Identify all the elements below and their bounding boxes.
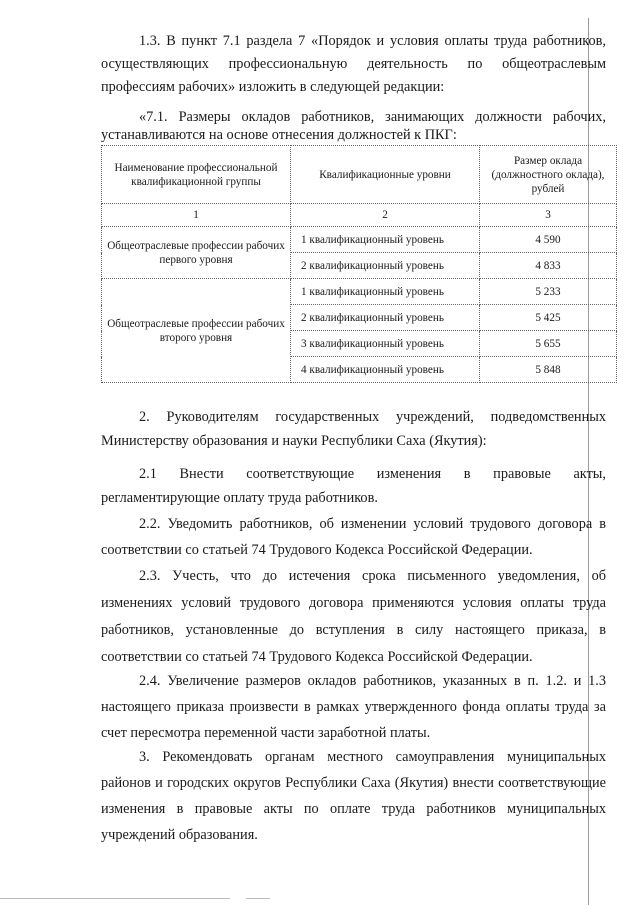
group-name-cell: Общеотраслевые профессии рабочих первого уровня bbox=[102, 227, 291, 279]
salary-cell: 5 425 bbox=[480, 305, 617, 331]
table-row bbox=[102, 279, 617, 305]
table-column-numbers-row bbox=[102, 204, 617, 227]
paragraph-2-1: 2.1 Внести соответствующие изменения в правовые акты, регламентирующие оплату труда работников. bbox=[101, 466, 606, 506]
paragraph-2: 2. Руководителям государственных учреждений, подведомственных Министерству образования и науки Республики Саха (Якутия): bbox=[101, 409, 606, 449]
header-levels: Квалификационные уровни bbox=[291, 146, 480, 204]
scan-footer-line bbox=[0, 898, 230, 899]
level-cell: 1 квалификационный уровень bbox=[291, 279, 480, 305]
paragraph-2-3: 2.3. Учесть, что до истечения срока письменного уведомления, об изменениях условий трудового договора применяются условия оплаты труда работников, установленные до вступления в силу настоящего приказа, в соответствии со статьей 74 Трудового Кодекса Российской Федерации. bbox=[101, 568, 606, 665]
salary-cell: 5 233 bbox=[480, 279, 617, 305]
level-cell: 1 квалификационный уровень bbox=[291, 227, 480, 253]
group-name-cell: Общеотраслевые профессии рабочих второго уровня bbox=[102, 279, 291, 383]
paragraph-1-3: 1.3. В пункт 7.1 раздела 7 «Порядок и условия оплаты труда работников, осуществляющих профессиональную деятельность по общеотраслевым профессиям рабочих» изложить в следующей редакции: bbox=[101, 33, 606, 95]
scan-footer-line bbox=[246, 898, 270, 899]
paragraph-3: 3. Рекомендовать органам местного самоуправления муниципальных районов и городских округов Республики Саха (Якутия) внести соответствующие изменения в правовые акты по оплате труда работников муниципальных учреждений образования. bbox=[101, 749, 606, 843]
header-group-name: Наименование профессиональной квалификационной группы bbox=[102, 146, 291, 204]
level-cell: 3 квалификационный уровень bbox=[291, 331, 480, 357]
level-cell: 2 квалификационный уровень bbox=[291, 253, 480, 279]
level-cell: 2 квалификационный уровень bbox=[291, 305, 480, 331]
table-header-row bbox=[102, 146, 617, 204]
paragraph-2-4: 2.4. Увеличение размеров окладов работников, указанных в п. 1.2. и 1.3 настоящего приказа произвести в рамках утвержденного фонда оплаты труда за счет пересмотра переменной части заработной платы. bbox=[101, 673, 606, 741]
salary-cell: 4 590 bbox=[480, 227, 617, 253]
salary-cell: 5 655 bbox=[480, 331, 617, 357]
salary-table bbox=[101, 145, 617, 383]
salary-cell: 4 833 bbox=[480, 253, 617, 279]
column-number: 2 bbox=[291, 204, 480, 227]
column-number: 3 bbox=[480, 204, 617, 227]
paragraph-2-2: 2.2. Уведомить работников, об изменении условий трудового договора в соответствии со статьей 74 Трудового Кодекса Российской Федерации. bbox=[101, 516, 606, 558]
table-row bbox=[102, 227, 617, 253]
paragraph-7-1: «7.1. Размеры окладов работников, занимающих должности рабочих, устанавливаются на основе отнесения должностей к ПКГ: bbox=[101, 109, 606, 143]
level-cell: 4 квалификационный уровень bbox=[291, 357, 480, 383]
header-salary: Размер оклада (должностного оклада), рублей bbox=[480, 146, 617, 204]
salary-cell: 5 848 bbox=[480, 357, 617, 383]
column-number: 1 bbox=[102, 204, 291, 227]
